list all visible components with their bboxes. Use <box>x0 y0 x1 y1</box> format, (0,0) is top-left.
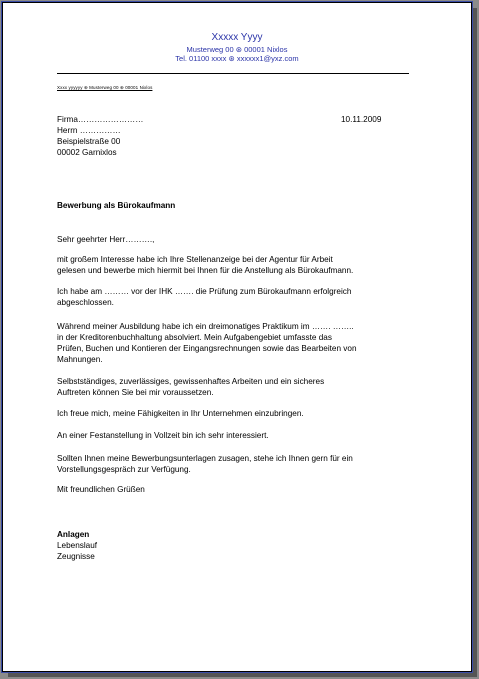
letter-page <box>2 2 472 672</box>
paragraph-line: in der Kreditorenbuchhaltung absolviert. Mein Aufgabengebiet umfasste das <box>57 333 332 342</box>
attachment-item: Lebenslauf <box>57 541 98 550</box>
header-divider <box>57 73 409 74</box>
paragraph-line: gelesen und bewerbe mich hiermit bei Ihnen für die Anstellung als Bürokaufmann. <box>57 266 354 275</box>
paragraph-line: Während meiner Ausbildung habe ich ein dreimonatiges Praktikum im ……. …….. <box>57 322 354 331</box>
page-shadow-right <box>472 8 477 675</box>
letterhead-address: Musterweg 00 ⊛ 00001 Nixlos <box>186 45 288 54</box>
paragraph-line: Selbstständiges, zuverlässiges, gewissenhaftes Arbeiten und ein sicheres <box>57 377 325 386</box>
letter-date: 10.11.2009 <box>341 115 382 124</box>
paragraph-line: Sollten Ihnen meine Bewerbungsunterlagen zusagen, stehe ich Ihnen gern für ein <box>57 454 353 463</box>
paragraph-line: Ich freue mich, meine Fähigkeiten in Ihr Unternehmen einzubringen. <box>57 409 304 418</box>
recipient-street: Beispielstraße 00 <box>57 137 121 146</box>
letterhead-contact: Tel. 01100 xxxx ⊛ xxxxxx1@yxz.com <box>175 54 299 63</box>
paragraph-line: Vorstellungsgespräch zur Verfügung. <box>57 465 191 474</box>
paragraph-line: mit großem Interesse habe ich Ihre Stellenanzeige bei der Agentur für Arbeit <box>57 255 333 264</box>
letterhead-name: Xxxxx Yyyy <box>211 32 263 43</box>
paragraph-line: An einer Festanstellung in Vollzeit bin ich sehr interessiert. <box>57 431 269 440</box>
paragraph-line: Auftreten können Sie bei mir voraussetzen. <box>57 388 214 397</box>
salutation: Sehr geehrter Herr………., <box>57 235 155 244</box>
attachment-item: Zeugnisse <box>57 552 95 561</box>
recipient-firma: Firma…………………… <box>57 115 144 124</box>
sender-line: Xxxx yyyyyy ⊛ Musterweg 00 ⊛ 00001 Nixlos <box>57 85 153 90</box>
letter-subject: Bewerbung als Bürokaufmann <box>57 201 176 210</box>
paragraph-line: Ich habe am ……… vor der IHK ……. die Prüfung zum Bürokaufmann erfolgreich <box>57 287 352 296</box>
paragraph-line: Prüfen, Buchen und Kontieren der Eingangsrechnungen sowie das Bearbeiten von <box>57 344 357 353</box>
attachments-title: Anlagen <box>57 530 90 539</box>
paragraph-line: Mahnungen. <box>57 355 103 364</box>
recipient-city: 00002 Garnixlos <box>57 148 117 157</box>
closing: Mit freundlichen Grüßen <box>57 485 145 494</box>
paragraph-line: abgeschlossen. <box>57 298 114 307</box>
page-shadow-bottom <box>8 672 477 677</box>
recipient-herr: Herrn …………… <box>57 126 121 135</box>
